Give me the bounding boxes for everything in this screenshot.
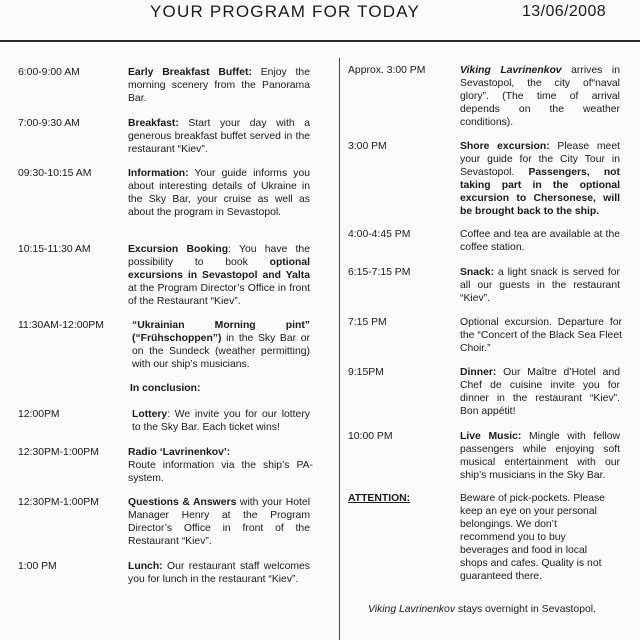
- entry-time: 6:15-7:15 PM: [348, 267, 411, 278]
- entry-time: 12:30PM-1:00PM: [18, 497, 99, 508]
- entry-text: a light snack is served for all our guests in the restaurant “Kiev”.: [460, 267, 620, 304]
- entry-text: Our restaurant staff welcomes you for lunch in the restaurant “Kiev”.: [128, 561, 310, 585]
- header-rule: [0, 40, 640, 42]
- attention-label: ATTENTION:: [348, 493, 411, 504]
- footer-text: stays overnight in Sevastopol.: [455, 604, 596, 615]
- entry-text: Coffee and tea are available at the coffee station.: [460, 229, 620, 253]
- entry-description: [460, 228, 620, 254]
- entry-time: 3:00 PM: [348, 141, 387, 152]
- entry-text: arrives in Sevastopol, the city of“naval glory”. (The time of arrival depends on the weather conditions).: [460, 65, 620, 128]
- column-divider: [339, 58, 340, 640]
- entry-description: [460, 64, 620, 129]
- ship-name: Viking Lavrinenkov: [368, 604, 456, 615]
- entry-time: 9:15PM: [348, 367, 384, 378]
- ship-name: Viking Lavrinenkov: [460, 65, 562, 76]
- entry-text: Your guide informs you about interesting details of Ukraine in the Sky Bar, your cruise as well as about the program in Sevastopol.: [128, 168, 310, 218]
- page-header: [0, 0, 640, 40]
- page-date: 13/06/2008: [522, 3, 607, 20]
- entry-text: Our Maître d’Hotel and Chef de cuisine invite you for dinner in the restaurant “Kiev”. Bon appétit!: [460, 367, 620, 417]
- entry-description: [460, 316, 622, 355]
- entry-time: 1:00 PM: [18, 561, 57, 572]
- entry-description: [128, 446, 313, 485]
- entry-description: [460, 140, 620, 218]
- entry-text: Enjoy the morning scenery from the Panorama Bar.: [128, 67, 310, 104]
- footer-note: [368, 604, 596, 615]
- entry-label: Snack:: [460, 267, 495, 278]
- entry-description: [128, 243, 310, 308]
- entry-description: [128, 117, 310, 156]
- entry-time: 12:00PM: [18, 409, 60, 420]
- entry-text: Route information via the ship’s PA-system.: [128, 460, 313, 484]
- entry-description: [128, 167, 310, 219]
- entry-text: at the Program Director’s Office in front of the Restaurant “Kiev”.: [128, 283, 310, 307]
- in-conclusion-heading: In conclusion:: [130, 383, 201, 394]
- entry-time: 7:00-9:30 AM: [18, 118, 80, 129]
- entry-label: Radio ‘Lavrinenkov’:: [128, 447, 231, 458]
- entry-time: 7:15 PM: [348, 317, 387, 328]
- entry-text: Start your day with a generous breakfast buffet served in the restaurant “Kiev”.: [128, 118, 310, 155]
- entry-time: 09:30-10:15 AM: [18, 168, 92, 179]
- entry-description: [460, 266, 620, 305]
- entry-description: [132, 319, 310, 371]
- entry-text: Optional excursion. Departure for the “Concert of the Black Sea Fleet Choir.”: [460, 317, 622, 354]
- entry-text: Mingle with fellow passengers while enjoying soft musical entertainment with our ship’s musicians in the Sky Bar.: [460, 431, 620, 481]
- entry-description: [460, 366, 620, 418]
- entry-time: 6:00-9:00 AM: [18, 67, 80, 78]
- entry-label: Information:: [128, 168, 189, 179]
- entry-label: Lunch:: [128, 561, 163, 572]
- entry-label: Live Music:: [460, 431, 522, 442]
- entry-time: 10:00 PM: [348, 431, 393, 442]
- entry-description: [132, 408, 310, 434]
- entry-description: [128, 496, 310, 548]
- entry-label: Questions & Answers: [128, 497, 237, 508]
- entry-time: 10:15-11:30 AM: [18, 244, 91, 255]
- entry-description: [128, 66, 310, 105]
- entry-text: : You have the possibility to book: [128, 244, 310, 268]
- entry-label: Early Breakfast Buffet:: [128, 67, 252, 78]
- entry-text: with your Hotel Manager Henry at the Program Director’s Office in front of the Restaurant “Kiev”.: [128, 497, 311, 547]
- entry-time: 11:30AM-12:00PM: [18, 320, 104, 331]
- entry-text: in the Sky Bar or on the Sundeck (weather permitting) with our ship’s musicians.: [132, 333, 310, 370]
- entry-label: Excursion Booking: [128, 244, 229, 255]
- entry-highlight: Passengers, not taking part in the optional excursion to Chersonese, will be brought back to the ship.: [460, 167, 620, 217]
- page-title: YOUR PROGRAM FOR TODAY: [150, 2, 421, 21]
- entry-highlight: optional excursions in Sevastopol and Yalta: [128, 257, 310, 281]
- entry-label: Lottery: [132, 409, 168, 420]
- entry-time: 4:00-4:45 PM: [348, 229, 411, 240]
- entry-label: Shore excursion:: [460, 141, 550, 152]
- entry-label: “Ukrainian Morning pint” (“Frühschoppen”): [132, 320, 310, 344]
- entry-description: [460, 430, 620, 482]
- entry-description: [128, 560, 310, 586]
- attention-text: Beware of pick-pockets. Please keep an eye on your personal belongings. We don’t recommend you to buy beverages and food in local shops and cafes. Quality is not guaranteed there.: [460, 493, 605, 582]
- entry-time: 12:30PM-1:00PM: [18, 447, 99, 458]
- entry-text: : We invite you for our lottery to the Sky Bar. Each ticket wins!: [132, 409, 310, 433]
- entry-time: Approx. 3:00 PM: [348, 65, 426, 76]
- entry-label: Dinner:: [460, 367, 497, 378]
- entry-label: Breakfast:: [128, 118, 179, 129]
- entry-text: Please meet your guide for the City Tour in Sevastopol.: [460, 141, 620, 178]
